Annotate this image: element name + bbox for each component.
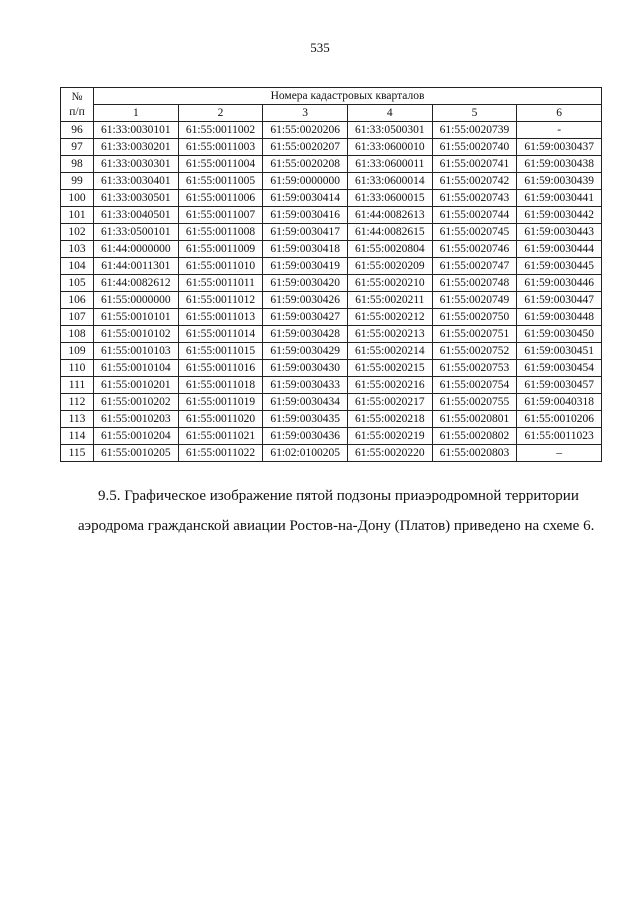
cadastral-number-cell: 61:55:0011010: [178, 258, 263, 275]
row-number-cell: 107: [61, 309, 94, 326]
cadastral-number-cell: 61:55:0011004: [178, 156, 263, 173]
table-row: [61, 292, 602, 309]
cadastral-number-cell: 61:55:0010104: [94, 360, 179, 377]
cadastral-number-cell: 61:55:0011003: [178, 139, 263, 156]
cadastral-number-cell: 61:55:0011016: [178, 360, 263, 377]
table-row: [61, 360, 602, 377]
cadastral-number-cell: 61:55:0020751: [432, 326, 517, 343]
cadastral-number-cell: 61:33:0600011: [347, 156, 432, 173]
row-number-cell: 109: [61, 343, 94, 360]
table-row: [61, 445, 602, 462]
cadastral-number-cell: 61:55:0011014: [178, 326, 263, 343]
cadastral-number-cell: 61:55:0020210: [347, 275, 432, 292]
cadastral-number-cell: 61:55:0011009: [178, 241, 263, 258]
cadastral-number-cell: 61:55:0020212: [347, 309, 432, 326]
column-number-row: [61, 105, 602, 122]
cadastral-number-cell: 61:55:0020218: [347, 411, 432, 428]
cadastral-number-cell: 61:55:0020803: [432, 445, 517, 462]
cadastral-number-cell: 61:33:0030201: [94, 139, 179, 156]
cadastral-number-cell: 61:55:0020216: [347, 377, 432, 394]
row-number-cell: 112: [61, 394, 94, 411]
cadastral-number-cell: 61:59:0030446: [517, 275, 602, 292]
table-row: [61, 190, 602, 207]
cadastral-number-cell: 61:59:0030418: [263, 241, 348, 258]
paragraph-line-1: 9.5. Графическое изображение пятой подзоны приаэродромной территории: [98, 488, 579, 504]
table-row: [61, 326, 602, 343]
table-body: [61, 122, 602, 462]
cadastral-number-cell: 61:55:0010202: [94, 394, 179, 411]
cadastral-number-cell: 61:55:0010101: [94, 309, 179, 326]
cadastral-number-cell: 61:59:0030438: [517, 156, 602, 173]
cadastral-number-cell: 61:55:0011018: [178, 377, 263, 394]
cadastral-number-cell: 61:59:0030441: [517, 190, 602, 207]
row-number-cell: 103: [61, 241, 94, 258]
page-number: 535: [310, 40, 330, 55]
table-row: [61, 309, 602, 326]
cadastral-number-cell: 61:55:0011002: [178, 122, 263, 139]
cadastral-number-cell: 61:55:0020755: [432, 394, 517, 411]
row-number-cell: 102: [61, 224, 94, 241]
row-number-cell: 115: [61, 445, 94, 462]
cadastral-number-cell: 61:55:0020217: [347, 394, 432, 411]
row-number-cell: 113: [61, 411, 94, 428]
cadastral-number-cell: 61:55:0020802: [432, 428, 517, 445]
table-row: [61, 139, 602, 156]
cadastral-number-cell: 61:55:0011020: [178, 411, 263, 428]
cadastral-number-cell: 61:55:0020740: [432, 139, 517, 156]
column-number-header: 3: [263, 105, 348, 122]
cadastral-number-cell: 61:33:0030401: [94, 173, 179, 190]
row-number-cell: 108: [61, 326, 94, 343]
cadastral-number-cell: 61:55:0020744: [432, 207, 517, 224]
cadastral-number-cell: 61:55:0020752: [432, 343, 517, 360]
cadastral-number-cell: 61:55:0020214: [347, 343, 432, 360]
cadastral-number-cell: 61:59:0030419: [263, 258, 348, 275]
cadastral-number-cell: 61:55:0010103: [94, 343, 179, 360]
cadastral-number-cell: 61:44:0011301: [94, 258, 179, 275]
cadastral-number-cell: 61:59:0030447: [517, 292, 602, 309]
row-number-header-line2: п/п: [69, 105, 85, 118]
cadastral-number-cell: 61:33:0040501: [94, 207, 179, 224]
cadastral-number-cell: 61:33:0600010: [347, 139, 432, 156]
table-row: [61, 343, 602, 360]
cadastral-number-cell: 61:59:0030434: [263, 394, 348, 411]
cadastral-number-cell: –: [517, 445, 602, 462]
cadastral-number-cell: 61:44:0082613: [347, 207, 432, 224]
cadastral-number-cell: 61:55:0011007: [178, 207, 263, 224]
cadastral-number-cell: 61:44:0082615: [347, 224, 432, 241]
cadastral-number-cell: 61:55:0020739: [432, 122, 517, 139]
cadastral-number-cell: 61:44:0000000: [94, 241, 179, 258]
table-row: [61, 428, 602, 445]
cadastral-number-cell: 61:59:0030443: [517, 224, 602, 241]
cadastral-number-cell: 61:59:0030417: [263, 224, 348, 241]
table-row: [61, 275, 602, 292]
cadastral-number-cell: 61:55:0020754: [432, 377, 517, 394]
cadastral-number-cell: 61:02:0100205: [263, 445, 348, 462]
cadastral-number-cell: 61:55:0011019: [178, 394, 263, 411]
cadastral-number-cell: 61:55:0011008: [178, 224, 263, 241]
row-number-cell: 101: [61, 207, 94, 224]
cadastral-number-cell: 61:55:0020208: [263, 156, 348, 173]
cadastral-number-cell: 61:55:0020745: [432, 224, 517, 241]
table-row: [61, 156, 602, 173]
cadastral-number-cell: 61:33:0500301: [347, 122, 432, 139]
cadastral-number-cell: 61:55:0020742: [432, 173, 517, 190]
cadastral-number-cell: -: [517, 122, 602, 139]
cadastral-number-cell: 61:59:0030439: [517, 173, 602, 190]
row-number-cell: 114: [61, 428, 94, 445]
cadastral-number-cell: 61:55:0011012: [178, 292, 263, 309]
cadastral-number-cell: 61:59:0030435: [263, 411, 348, 428]
cadastral-number-cell: 61:59:0030442: [517, 207, 602, 224]
cadastral-number-cell: 61:55:0020747: [432, 258, 517, 275]
cadastral-number-cell: 61:55:0020749: [432, 292, 517, 309]
row-number-header-line1: №: [71, 90, 83, 103]
cadastral-number-cell: 61:59:0030429: [263, 343, 348, 360]
cadastral-number-cell: 61:59:0030428: [263, 326, 348, 343]
row-number-cell: 97: [61, 139, 94, 156]
cadastral-quarters-table: [60, 87, 602, 462]
cadastral-number-cell: 61:55:0011023: [517, 428, 602, 445]
table-row: [61, 173, 602, 190]
cadastral-number-cell: 61:55:0020219: [347, 428, 432, 445]
cadastral-number-cell: 61:55:0010102: [94, 326, 179, 343]
cadastral-number-cell: 61:59:0030414: [263, 190, 348, 207]
cadastral-group-header: Номера кадастровых кварталов: [94, 88, 602, 105]
cadastral-number-cell: 61:55:0020215: [347, 360, 432, 377]
cadastral-number-cell: 61:55:0020220: [347, 445, 432, 462]
row-number-cell: 99: [61, 173, 94, 190]
table-row: [61, 377, 602, 394]
cadastral-number-cell: 61:59:0030445: [517, 258, 602, 275]
column-number-header: 5: [432, 105, 517, 122]
cadastral-number-cell: 61:33:0030301: [94, 156, 179, 173]
column-number-header: 2: [178, 105, 263, 122]
paragraph-line-2: аэродрома гражданской авиации Ростов-на-Дону (Платов) приведено на схеме 6.: [78, 518, 595, 534]
cadastral-number-cell: 61:55:0020750: [432, 309, 517, 326]
cadastral-number-cell: 61:33:0600015: [347, 190, 432, 207]
cadastral-number-cell: 61:59:0000000: [263, 173, 348, 190]
cadastral-number-cell: 61:59:0030436: [263, 428, 348, 445]
cadastral-number-cell: 61:55:0020207: [263, 139, 348, 156]
table-row: [61, 411, 602, 428]
row-number-cell: 106: [61, 292, 94, 309]
cadastral-number-cell: 61:55:0020211: [347, 292, 432, 309]
cadastral-number-cell: 61:55:0011011: [178, 275, 263, 292]
row-number-cell: 104: [61, 258, 94, 275]
column-number-header: 1: [94, 105, 179, 122]
table-row: [61, 394, 602, 411]
cadastral-number-cell: 61:33:0600014: [347, 173, 432, 190]
cadastral-number-cell: 61:59:0030457: [517, 377, 602, 394]
cadastral-number-cell: 61:59:0030451: [517, 343, 602, 360]
cadastral-number-cell: 61:55:0020748: [432, 275, 517, 292]
cadastral-number-cell: 61:55:0011005: [178, 173, 263, 190]
row-number-cell: 98: [61, 156, 94, 173]
table-row: [61, 224, 602, 241]
cadastral-number-cell: 61:55:0011015: [178, 343, 263, 360]
cadastral-number-cell: 61:55:0011006: [178, 190, 263, 207]
cadastral-number-cell: 61:33:0030101: [94, 122, 179, 139]
cadastral-number-cell: 61:55:0020206: [263, 122, 348, 139]
cadastral-number-cell: 61:59:0030426: [263, 292, 348, 309]
cadastral-number-cell: 61:55:0020804: [347, 241, 432, 258]
row-number-cell: 105: [61, 275, 94, 292]
cadastral-number-cell: 61:59:0030427: [263, 309, 348, 326]
cadastral-number-cell: 61:55:0011022: [178, 445, 263, 462]
cadastral-number-cell: 61:55:0010204: [94, 428, 179, 445]
cadastral-number-cell: 61:55:0020801: [432, 411, 517, 428]
column-number-header: 4: [347, 105, 432, 122]
cadastral-number-cell: 61:59:0030444: [517, 241, 602, 258]
row-number-cell: 96: [61, 122, 94, 139]
cadastral-number-cell: 61:55:0020741: [432, 156, 517, 173]
table-header-row: [61, 88, 602, 105]
row-number-header: [61, 88, 94, 122]
cadastral-number-cell: 61:59:0030420: [263, 275, 348, 292]
table-row: [61, 207, 602, 224]
column-number-header: 6: [517, 105, 602, 122]
cadastral-number-cell: 61:55:0010203: [94, 411, 179, 428]
cadastral-number-cell: 61:55:0020209: [347, 258, 432, 275]
cadastral-number-cell: 61:55:0020746: [432, 241, 517, 258]
cadastral-number-cell: 61:55:0020213: [347, 326, 432, 343]
cadastral-number-cell: 61:33:0030501: [94, 190, 179, 207]
row-number-cell: 111: [61, 377, 94, 394]
cadastral-number-cell: 61:59:0030430: [263, 360, 348, 377]
cadastral-number-cell: 61:59:0030437: [517, 139, 602, 156]
cadastral-number-cell: 61:59:0030416: [263, 207, 348, 224]
cadastral-number-cell: 61:55:0010206: [517, 411, 602, 428]
cadastral-number-cell: 61:55:0010201: [94, 377, 179, 394]
row-number-cell: 100: [61, 190, 94, 207]
cadastral-number-cell: 61:59:0030454: [517, 360, 602, 377]
row-number-cell: 110: [61, 360, 94, 377]
cadastral-number-cell: 61:59:0030450: [517, 326, 602, 343]
cadastral-number-cell: 61:33:0500101: [94, 224, 179, 241]
cadastral-number-cell: 61:44:0082612: [94, 275, 179, 292]
table-row: [61, 241, 602, 258]
table-row: [61, 258, 602, 275]
cadastral-number-cell: 61:55:0020743: [432, 190, 517, 207]
cadastral-number-cell: 61:55:0000000: [94, 292, 179, 309]
cadastral-number-cell: 61:55:0010205: [94, 445, 179, 462]
cadastral-number-cell: 61:55:0020753: [432, 360, 517, 377]
cadastral-number-cell: 61:59:0040318: [517, 394, 602, 411]
cadastral-number-cell: 61:55:0011013: [178, 309, 263, 326]
cadastral-number-cell: 61:59:0030433: [263, 377, 348, 394]
cadastral-number-cell: 61:59:0030448: [517, 309, 602, 326]
cadastral-number-cell: 61:55:0011021: [178, 428, 263, 445]
table-row: [61, 122, 602, 139]
